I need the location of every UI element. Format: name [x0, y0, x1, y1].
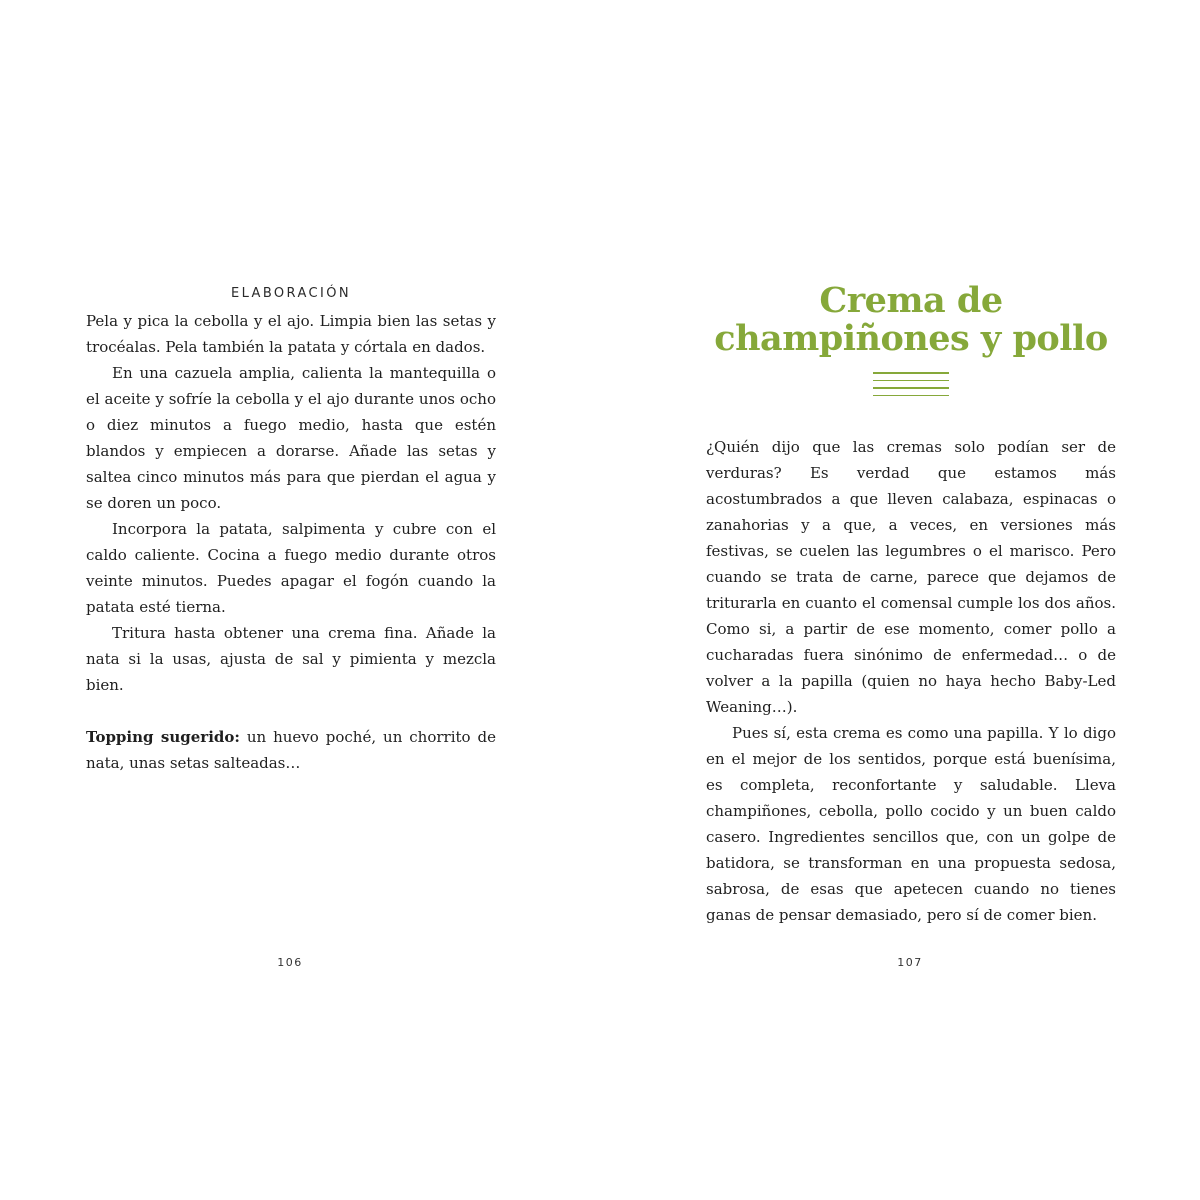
left-page — [86, 284, 496, 776]
recipe-title — [706, 282, 1116, 358]
topping-text: un huevo poché, un chorrito de nata, unas setas salteadas… — [86, 728, 496, 772]
intro-paragraph-1: ¿Quién dijo que las cremas solo podían ser de verduras? Es verdad que estamos más acostumbrados a que lleven calabaza, espinacas o zanahorias y a que, a veces, en versiones más festivas, se cuelen las legumbres o el marisco. Pero cuando se trata de carne, parece que dejamos de triturarla en cuanto el comensal cumple los dos años. Como si, a partir de ese momento, comer pollo a cucharadas fuera sinónimo de enfermedad… o de volver a la papilla (quien no haya hecho Baby-Led Weaning…). — [706, 438, 1116, 716]
page-number-left: 106 — [277, 956, 303, 969]
topping-label: Topping sugerido: — [86, 728, 240, 746]
section-heading: ELABORACIÓN — [230, 286, 351, 301]
page-number-right: 107 — [897, 956, 923, 969]
instruction-paragraph-3: Incorpora la patata, salpimenta y cubre con el caldo caliente. Cocina a fuego medio durante otros veinte minutos. Puedes apagar el fogón cuando la patata esté tierna. — [86, 520, 496, 616]
title-divider-ornament — [873, 372, 949, 396]
topping-suggestion — [86, 724, 496, 776]
instruction-paragraph-1: Pela y pica la cebolla y el ajo. Limpia bien las setas y trocéalas. Pela también la patata y córtala en dados. — [86, 312, 496, 356]
instruction-paragraph-4: Tritura hasta obtener una crema fina. Añade la nata si la usas, ajusta de sal y pimienta y mezcla bien. — [86, 624, 496, 694]
instruction-paragraph-2: En una cazuela amplia, calienta la mantequilla o el aceite y sofríe la cebolla y el ajo durante unos ocho o diez minutos a fuego medio, hasta que estén blandos y empiecen a dorarse. Añade las setas y saltea cinco minutos más para que pierdan el agua y se doren un poco. — [86, 364, 496, 512]
recipe-title-line-1: Crema de — [819, 280, 1003, 321]
recipe-title-line-2: champiñones y pollo — [714, 318, 1108, 359]
intro-paragraph-2: Pues sí, esta crema es como una papilla. Y lo digo en el mejor de los sentidos, porque está buenísima, es completa, reconfortante y saludable. Lleva champiñones, cebolla, pollo cocido y un buen caldo casero. Ingredientes sencillos que, con un golpe de batidora, se transforman en una propuesta sedosa, sabrosa, de esas que apetecen cuando no tienes ganas de pensar demasiado, pero sí de comer bien. — [706, 724, 1116, 924]
right-page — [706, 282, 1116, 928]
